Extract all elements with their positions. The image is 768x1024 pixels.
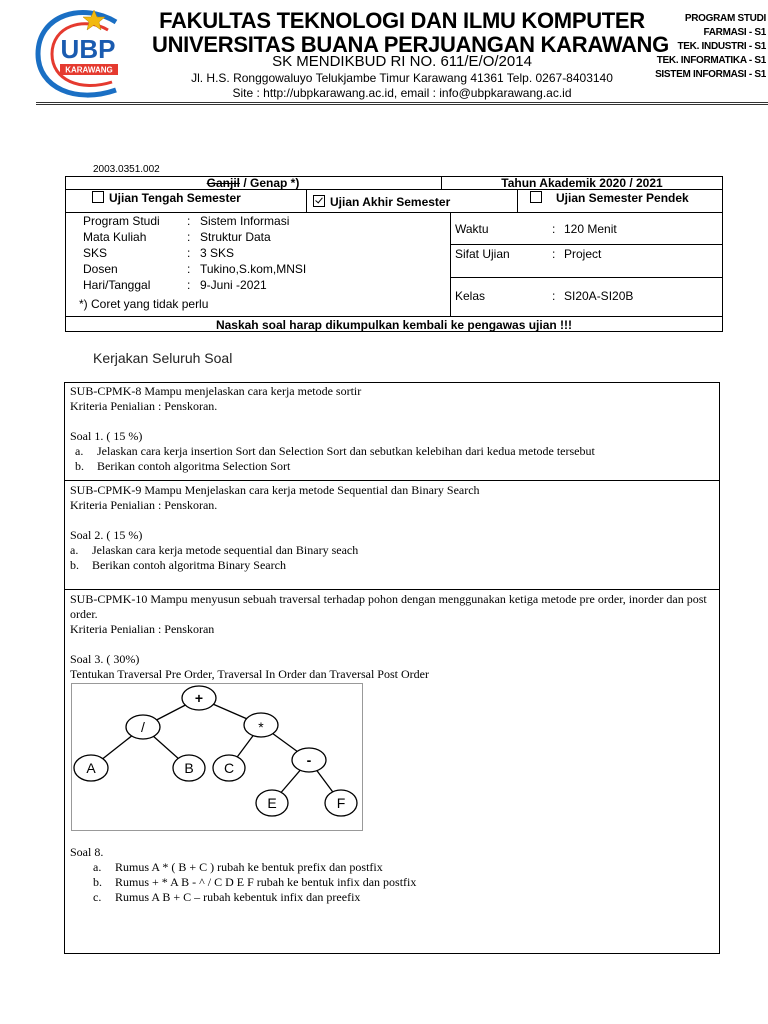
info-colon: :	[552, 247, 556, 261]
info-row-sks	[83, 246, 449, 262]
uts-checkbox	[92, 191, 104, 203]
question-title: Soal 2. ( 15 %)	[70, 528, 143, 542]
info-colon: :	[187, 262, 191, 276]
list-item	[70, 459, 716, 474]
university-title: UNIVERSITAS BUANA PERJUANGAN KARAWANG	[152, 32, 669, 57]
info-value: Tukino,S.kom,MNSI	[200, 262, 307, 276]
tree-node-label: +	[194, 690, 204, 706]
info-colon: :	[187, 230, 191, 244]
cpmk-text: SUB-CPMK-9 Mampu Menjelaskan cara kerja metode Sequential dan Binary Search	[70, 483, 480, 497]
info-row-course	[83, 230, 449, 246]
table-divider	[517, 189, 518, 213]
instruction: Kerjakan Seluruh Soal	[93, 350, 233, 366]
semester-struck: Ganjil	[206, 176, 240, 190]
cpmk-text: SUB-CPMK-8 Mampu menjelaskan cara kerja metode sortir	[70, 384, 362, 398]
list-item	[70, 543, 716, 558]
info-colon: :	[187, 214, 191, 228]
info-value: 3 SKS	[200, 246, 235, 260]
section-3	[70, 592, 710, 682]
expression-tree-diagram	[71, 683, 363, 831]
semester-label	[65, 176, 441, 190]
program-list	[654, 12, 766, 82]
address-line: Jl. H.S. Ronggowaluyo Telukjambe Timur Karawang 41361 Telp. 0267-8403140	[191, 71, 613, 85]
table-divider	[450, 277, 723, 278]
item-text: Rumus A B + C – rubah kebentuk infix dan preefix	[115, 890, 361, 904]
info-label: Mata Kuliah	[83, 230, 147, 244]
info-value: Sistem Informasi	[200, 214, 290, 228]
question-title: Soal 8.	[70, 845, 104, 859]
item-marker: b.	[75, 459, 84, 473]
academic-year: Tahun Akademik 2020 / 2021	[501, 176, 663, 190]
task-text: Tentukan Traversal Pre Order, Traversal In Order dan Traversal Post Order	[70, 667, 429, 681]
semester-rest: / Genap *)	[240, 176, 300, 190]
info-row-lecturer	[83, 262, 449, 278]
info-value: Struktur Data	[200, 230, 271, 244]
uas-label: Ujian Akhir Semester	[330, 195, 451, 209]
program-item: PROGRAM STUDI	[684, 13, 766, 24]
info-label: Dosen	[83, 262, 118, 276]
info-label: SKS	[83, 246, 108, 260]
letterhead-divider	[36, 102, 768, 105]
waktu-value: 120 Menit	[564, 222, 617, 236]
tree-node-label: /	[141, 719, 145, 735]
waktu-label: Waktu	[455, 222, 489, 236]
info-row-date	[83, 278, 449, 294]
table-divider	[65, 316, 723, 317]
sk-number: SK MENDIKBUD RI NO. 611/E/O/2014	[272, 53, 532, 70]
section-divider	[64, 480, 720, 481]
tree-node-label: B	[184, 760, 194, 776]
list-item	[70, 444, 716, 459]
sifat-row	[455, 247, 601, 261]
info-label: Hari/Tanggal	[83, 278, 151, 292]
website-line: Site : http://ubpkarawang.ac.id, email : info@ubpkarawang.ac.id	[232, 86, 572, 100]
usp-checkbox	[530, 191, 542, 203]
item-text: Rumus + * A B - ^ / C D E F rubah ke bentuk infix dan postfix	[115, 875, 417, 889]
item-text: Berikan contoh algoritma Selection Sort	[97, 459, 291, 473]
usp-option	[530, 191, 689, 205]
uts-option	[92, 191, 241, 205]
item-text: Jelaskan cara kerja insertion Sort dan Selection Sort dan sebutkan kelebihan dari kedua metode tersebut	[97, 444, 595, 458]
item-text: Berikan contoh algoritma Binary Search	[92, 558, 286, 572]
program-item: FARMASI - S1	[703, 27, 766, 38]
section-2	[70, 483, 716, 573]
criteria-text: Kriteria Penialian : Penskoran.	[70, 498, 218, 512]
item-marker: c.	[93, 890, 102, 904]
list-item	[70, 860, 716, 875]
sifat-value: Project	[564, 247, 602, 261]
tree-node-label: *	[258, 719, 264, 735]
info-row-program	[83, 214, 449, 230]
info-value: 9-Juni -2021	[200, 278, 267, 292]
list-item	[70, 558, 716, 573]
item-marker: a.	[70, 543, 79, 557]
program-item: SISTEM INFORMASI - S1	[655, 69, 766, 80]
item-marker: b.	[70, 558, 79, 572]
table-divider	[450, 244, 723, 245]
item-marker: b.	[93, 875, 102, 889]
logo-sub: KARAWANG	[65, 65, 113, 75]
kelas-row	[455, 289, 633, 303]
question-title: Soal 1. ( 15 %)	[70, 429, 143, 443]
kelas-value: SI20A-SI20B	[564, 289, 634, 303]
tree-node-label: -	[306, 752, 312, 768]
table-divider	[306, 189, 307, 213]
uas-option	[313, 195, 450, 209]
item-text: Jelaskan cara kerja metode sequential dan Binary seach	[92, 543, 359, 557]
info-colon: :	[552, 222, 556, 236]
tree-node-label: F	[336, 795, 346, 811]
section-divider	[64, 589, 720, 590]
sifat-label: Sifat Ujian	[455, 247, 510, 261]
item-text: Rumus A * ( B + C ) rubah ke bentuk prefix dan postfix	[115, 860, 383, 874]
collection-notice: Naskah soal harap dikumpulkan kembali ke pengawas ujian !!!	[215, 318, 573, 332]
kelas-label: Kelas	[455, 289, 486, 303]
document-code: 2003.0351.002	[93, 164, 160, 175]
course-info	[83, 214, 449, 294]
usp-label: Ujian Semester Pendek	[556, 191, 689, 205]
question-title: Soal 3. ( 30%)	[70, 652, 140, 666]
section-1	[70, 384, 716, 474]
item-marker: a.	[93, 860, 102, 874]
uts-label: Ujian Tengah Semester	[109, 191, 241, 205]
cpmk-text: SUB-CPMK-10 Mampu menyusun sebuah traversal terhadap pohon dengan menggunakan ketiga metode pre order, inorder dan post order.	[70, 592, 707, 621]
list-item	[70, 875, 716, 890]
waktu-row	[455, 222, 617, 236]
ubp-logo	[32, 6, 150, 102]
logo-text: UBP	[60, 34, 116, 64]
uas-checkbox-checked	[313, 195, 325, 207]
criteria-text: Kriteria Penialian : Penskoran	[70, 622, 215, 636]
info-colon: :	[187, 246, 191, 260]
info-colon: :	[187, 278, 191, 292]
tree-node-label: A	[86, 760, 96, 776]
question-8	[70, 845, 716, 905]
info-label: Program Studi	[83, 214, 160, 228]
strike-note: *) Coret yang tidak perlu	[79, 297, 209, 311]
tree-node-label: C	[223, 760, 235, 776]
item-marker: a.	[75, 444, 84, 458]
program-item: TEK. INDUSTRI - S1	[677, 41, 766, 52]
table-divider	[65, 212, 723, 213]
info-colon: :	[552, 289, 556, 303]
criteria-text: Kriteria Penialian : Penskoran.	[70, 399, 218, 413]
faculty-title: FAKULTAS TEKNOLOGI DAN ILMU KOMPUTER	[159, 8, 645, 33]
list-item	[70, 890, 716, 905]
program-item: TEK. INFORMATIKA - S1	[656, 55, 766, 66]
table-divider	[450, 212, 451, 316]
tree-node-label: E	[267, 795, 277, 811]
